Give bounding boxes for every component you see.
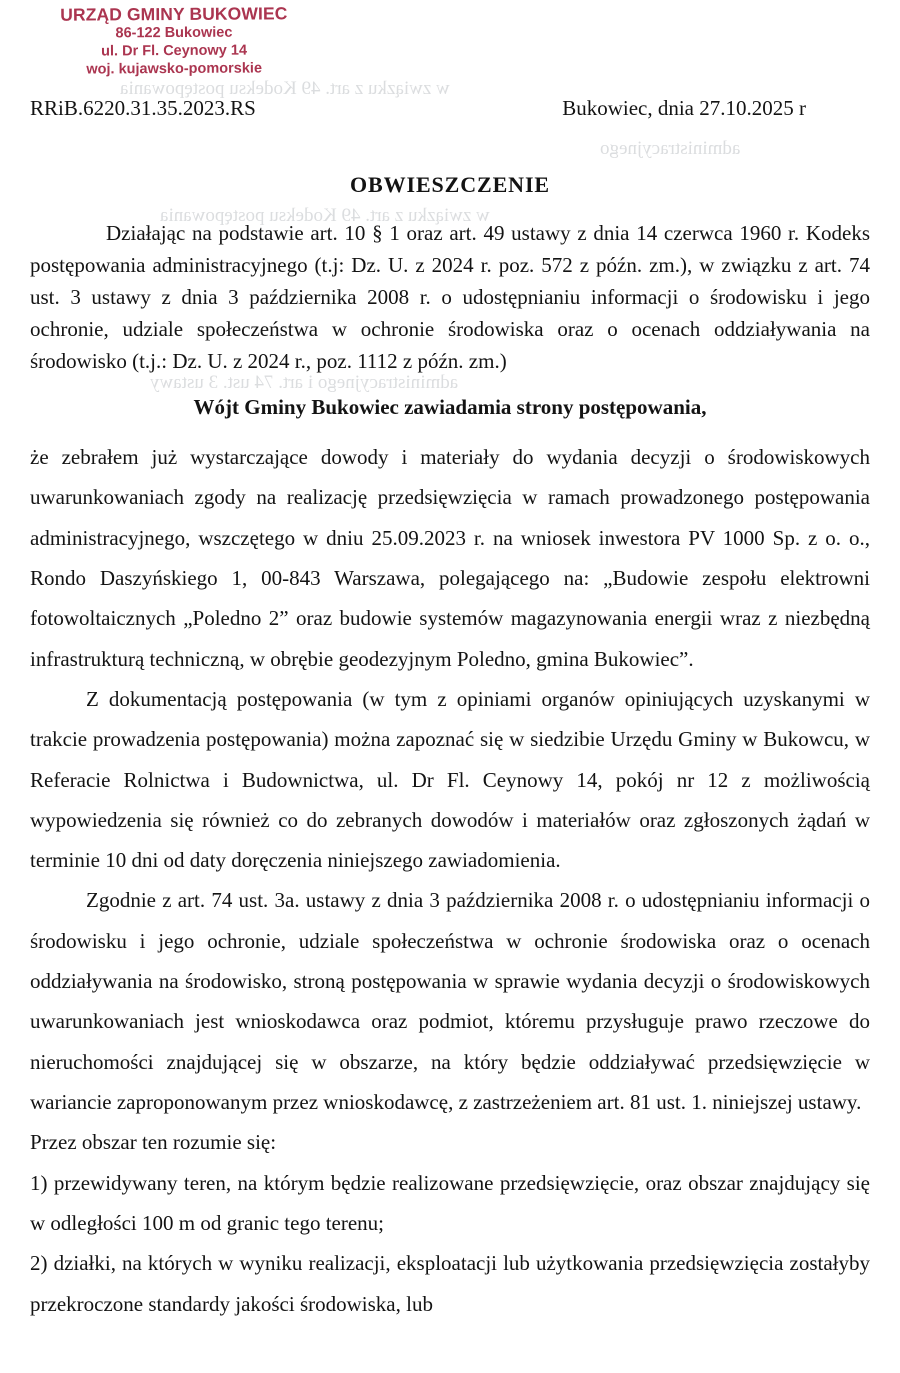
document-body [30,172,870,1324]
list-intro: Przez obszar ten rozumie się: [30,1130,277,1155]
notice-subtitle: Wójt Gminy Bukowiec zawiadamia strony postępowania, [193,394,707,419]
bleed-through-text: w związku z art. 49 Kodeksu postępowania [160,205,490,226]
legal-basis-paragraph: Działając na podstawie art. 10 § 1 oraz art. 49 ustawy z dnia 14 czerwca 1960 r. Kodeks postępowania administracyjnego (t.j: Dz. U. z 2024 r. poz. 572 z późn. zm.), w związku z art. 74 ust. 3 ustawy z dnia 3 października 2008 r. o udostępnianiu informacji o środowisku i jego ochronie, udziale społeczeństwa w ochronie środowiska oraz o ocenach oddziaływania na środowisko (t.j.: Dz. U. z 2024 r., poz. 1112 z późn. zm.) [30,221,870,373]
place-and-date: Bukowiec, dnia 27.10.2025 r [562,96,806,120]
paragraph-findings: że zebrałem już wystarczające dowody i materiały do wydania decyzji o środowiskowych uwarunkowaniach zgody na realizację przedsięwzięcia w ramach prowadzonego postępowania administracyjnego, wszczętego w dniu 25.09.2023 r. na wniosek inwestora PV 1000 Sp. z o. o., Rondo Daszyńskiego 1, 00-843 Warszawa, polegającego na: „Budowie zespołu elektrowni fotowoltaicznych „Poledno 2” oraz budowie systemów magazynowania energii wraz z niezbędną infrastrukturą techniczną, w obrębie geodezyjnym Poledno, gmina Bukowiec”. [30,445,870,671]
paragraph-documentation-access: Z dokumentacją postępowania (w tym z opiniami organów opiniujących uzyskanymi w trakcie prowadzenia postępowania) można zapoznać się w siedzibie Urzędu Gminy w Bukowcu, w Referacie Rolnictwa i Budownictwa, ul. Dr Fl. Ceynowy 14, pokój nr 12 z możliwością wypowiedzenia się również co do zebranych dowodów i materiałów oraz zgłoszonych żądań w terminie 10 dni od daty doręczenia niniejszego zawiadomienia. [30,686,870,873]
office-voivodeship: woj. kujawsko-pomorskie [86,60,263,78]
paragraph-party-definition: Zgodnie z art. 74 ust. 3a. ustawy z dnia 3 października 2008 r. o udostępnianiu informacji o środowisku i jego ochronie, udziale społeczeństwa w ochronie środowiska oraz o ocenach oddziaływania na środowisko, stroną postępowania w sprawie wydania decyzji o środowiskowych uwarunkowaniach jest wnioskodawca oraz podmiot, któremu przysługuje prawo rzeczowe do nieruchomości znajdującej się w obszarze, na który będzie oddziaływać przedsięwzięcie w wariancie zaproponowanym przez wnioskodawcę, z zastrzeżeniem art. 81 ust. 1. niniejszej ustawy. [30,888,870,1115]
office-postal-city: 86-122 Bukowiec [115,24,233,42]
reference-number: RRiB.6220.31.35.2023.RS [30,96,256,120]
list-item: 2) działki, na których w wyniku realizacji, eksploatacji lub użytkowania przedsięwzięcia zostałyby przekroczone standardy jakości środowiska, lub [30,1251,870,1316]
bleed-through-text: w związku z art. 49 Kodeksu postępowania [120,78,450,99]
document-meta-row [30,96,870,121]
list-item: 1) przewidywany teren, na którym będzie realizowane przedsięwzięcie, oraz obszar znajdujący się w odległości 100 m od granic tego terenu; [30,1170,870,1235]
bleed-through-text: administracyjnego i art. 74 ust. 3 ustawy [150,372,459,393]
bleed-through-text: administracyjnego [600,138,741,159]
office-name: URZĄD GMINY BUKOWIEC [60,3,288,25]
letterhead-stamp [24,3,324,79]
office-street: ul. Dr Fl. Ceynowy 14 [101,42,248,60]
document-title: OBWIESZCZENIE [350,172,550,197]
